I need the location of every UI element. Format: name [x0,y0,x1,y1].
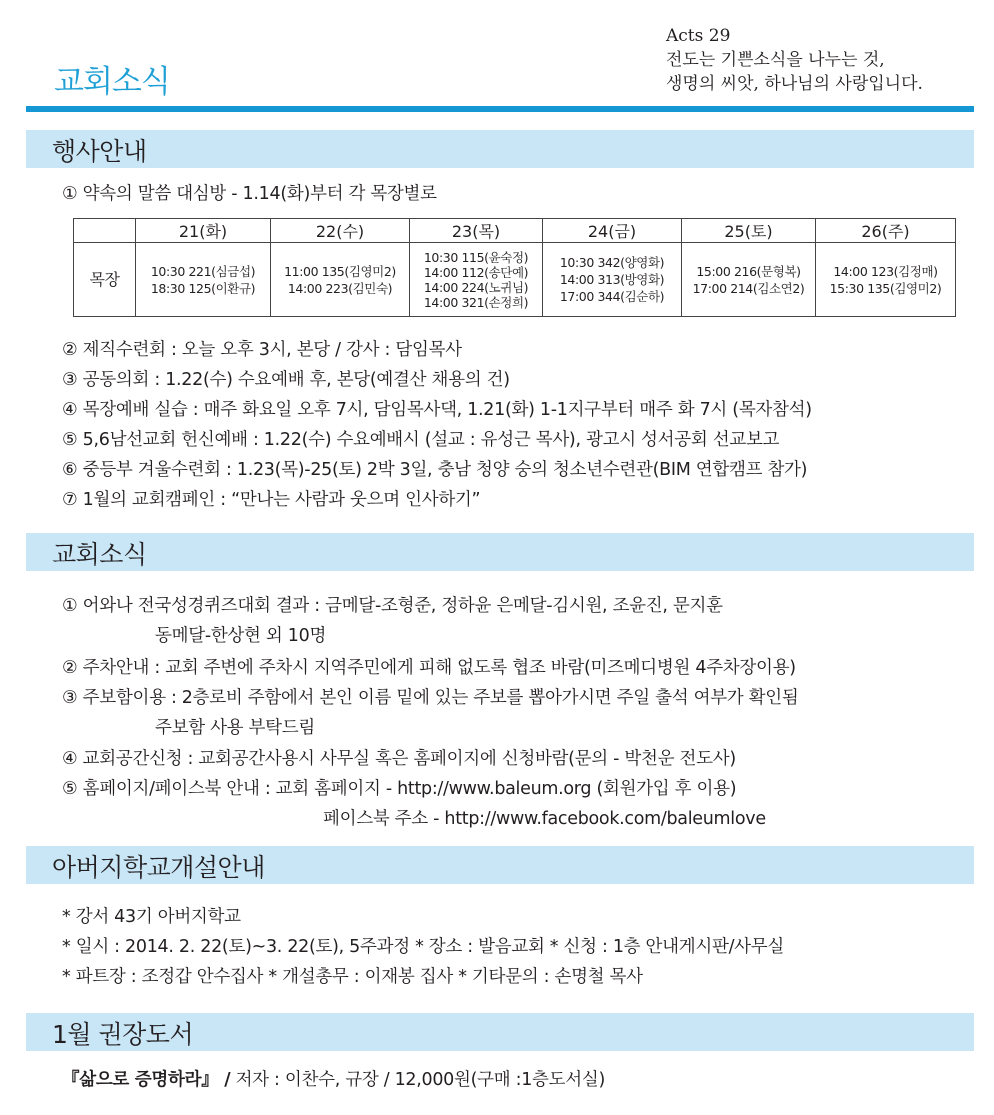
fathers-school-line-2: * 일시 : 2014. 2. 22(토)~3. 22(토), 5주과정 * 장소 : 발음교회 * 신청 : 1층 안내게시판/사무실 [62,937,784,957]
events-item-3: ③ 공동의회 : 1.22(수) 수요예배 후, 본당(예결산 채용의 건) [62,370,510,390]
table-day-header: 24(금) [543,219,682,243]
table-header-row [74,219,956,243]
schedule-slot: 10:30 221(심금섭) [150,263,256,279]
schedule-slot: 14:00 112(송단예) [423,264,529,280]
news-item-2: ② 주차안내 : 교회 주변에 주차시 지역주민에게 피해 없도록 협조 바람(미즈메디병원 4주차장이용) [62,658,796,678]
schedule-slot: 17:00 214(김소연2) [692,280,805,296]
table-cell [136,243,271,317]
visitation-schedule-table [73,218,956,317]
verse-reference: Acts 29 [666,26,731,46]
events-item-7: ⑦ 1월의 교회캠페인 : “만나는 사람과 웃으며 인사하기” [62,490,481,510]
section-title-news: 교회소식 [52,540,147,569]
events-item-6: ⑥ 중등부 겨울수련회 : 1.23(목)-25(토) 2박 3일, 충남 청양 숭의 청소년수련관(BIM 연합캠프 참가) [62,460,808,480]
verse-line-2: 생명의 씨앗, 하나님의 사랑입니다. [666,74,923,94]
schedule-slot: 17:00 344(김순하) [559,289,665,304]
news-item-3: ③ 주보함이용 : 2층로비 주함에서 본인 이름 밑에 있는 주보를 뽑아가시면 주일 출석 여부가 확인됨 [62,688,799,708]
verse-block [666,24,923,96]
fathers-school-line-1: * 강서 43기 아버지학교 [62,907,241,927]
section-title-fathers-school: 아버지학교개설안내 [52,853,265,882]
schedule-slot: 14:00 224(노귀님) [423,279,529,295]
table-cell [543,243,682,317]
table-day-header: 22(수) [271,219,410,243]
news-item-1-continued: 동메달-한상현 외 10명 [155,626,327,646]
table-day-header: 23(목) [410,219,543,243]
section-header-books [26,1013,974,1051]
events-item-4: ④ 목장예배 실습 : 매주 화요일 오후 7시, 담임목사댁, 1.21(화) 1-1지구부터 매주 화 7시 (목자참석) [62,400,812,420]
schedule-slot: 15:00 216(문형복) [696,263,801,279]
news-item-5: ⑤ 홈페이지/페이스북 안내 : 교회 홈페이지 - http://www.baleum.org (회원가입 후 이용) [62,779,737,799]
table-corner-cell [74,219,136,243]
page-title: 교회소식 [54,64,170,100]
schedule-slot: 10:30 342(양영화) [559,255,665,270]
schedule-slot: 10:30 115(윤숙정) [423,249,529,265]
header-divider [26,106,974,112]
schedule-slot: 18:30 125(이환규) [150,280,256,296]
section-header-events [26,130,974,168]
table-cell [410,243,543,317]
table-cell [271,243,410,317]
section-title-books: 1월 권장도서 [52,1020,194,1049]
book-recommendation [62,1066,605,1091]
events-item-5: ⑤ 5,6남선교회 헌신예배 : 1.22(수) 수요예배시 (설교 : 유성근 목사), 광고시 성서공회 선교보고 [62,430,780,450]
table-row [74,243,956,317]
book-title: 『삶으로 증명하라』 / [62,1070,231,1090]
schedule-slot: 14:00 223(김민숙) [287,280,393,296]
schedule-slot: 14:00 321(손정희) [423,294,529,310]
schedule-slot: 15:30 135(김영미2) [829,280,942,296]
events-item-2: ② 제직수련회 : 오늘 오후 3시, 본당 / 강사 : 담임목사 [62,340,462,360]
fathers-school-line-3: * 파트장 : 조정갑 안수집사 * 개설총무 : 이재봉 집사 * 기타문의 : 손명철 목사 [62,967,643,987]
table-row-label: 목장 [74,243,136,317]
news-item-1: ① 어와나 전국성경퀴즈대회 결과 : 금메달-조형준, 정하윤 은메달-김시원, 조윤진, 문지훈 [62,596,723,616]
section-header-fathers-school [26,846,974,884]
book-details: 저자 : 이찬수, 규장 / 12,000원(구매 :1층도서실) [230,1070,605,1090]
section-header-news [26,533,974,571]
schedule-slot: 14:00 313(방영화) [559,272,665,287]
schedule-slot: 11:00 135(김영미2) [284,263,396,279]
verse-line-1: 전도는 기쁜소식을 나누는 것, [666,50,885,70]
news-item-3-continued: 주보함 사용 부탁드림 [155,718,315,738]
section-title-events: 행사안내 [52,137,147,166]
events-item-1: ① 약속의 말씀 대심방 - 1.14(화)부터 각 목장별로 [62,184,437,204]
table-day-header: 25(토) [682,219,816,243]
table-cell [816,243,956,317]
table-day-header: 21(화) [136,219,271,243]
schedule-slot: 14:00 123(김정매) [833,263,938,279]
news-item-5-continued: 페이스북 주소 - http://www.facebook.com/baleumlove [323,809,766,829]
table-day-header: 26(주) [816,219,956,243]
table-cell [682,243,816,317]
news-item-4: ④ 교회공간신청 : 교회공간사용시 사무실 혹은 홈페이지에 신청바람(문의 - 박천운 전도사) [62,749,736,769]
